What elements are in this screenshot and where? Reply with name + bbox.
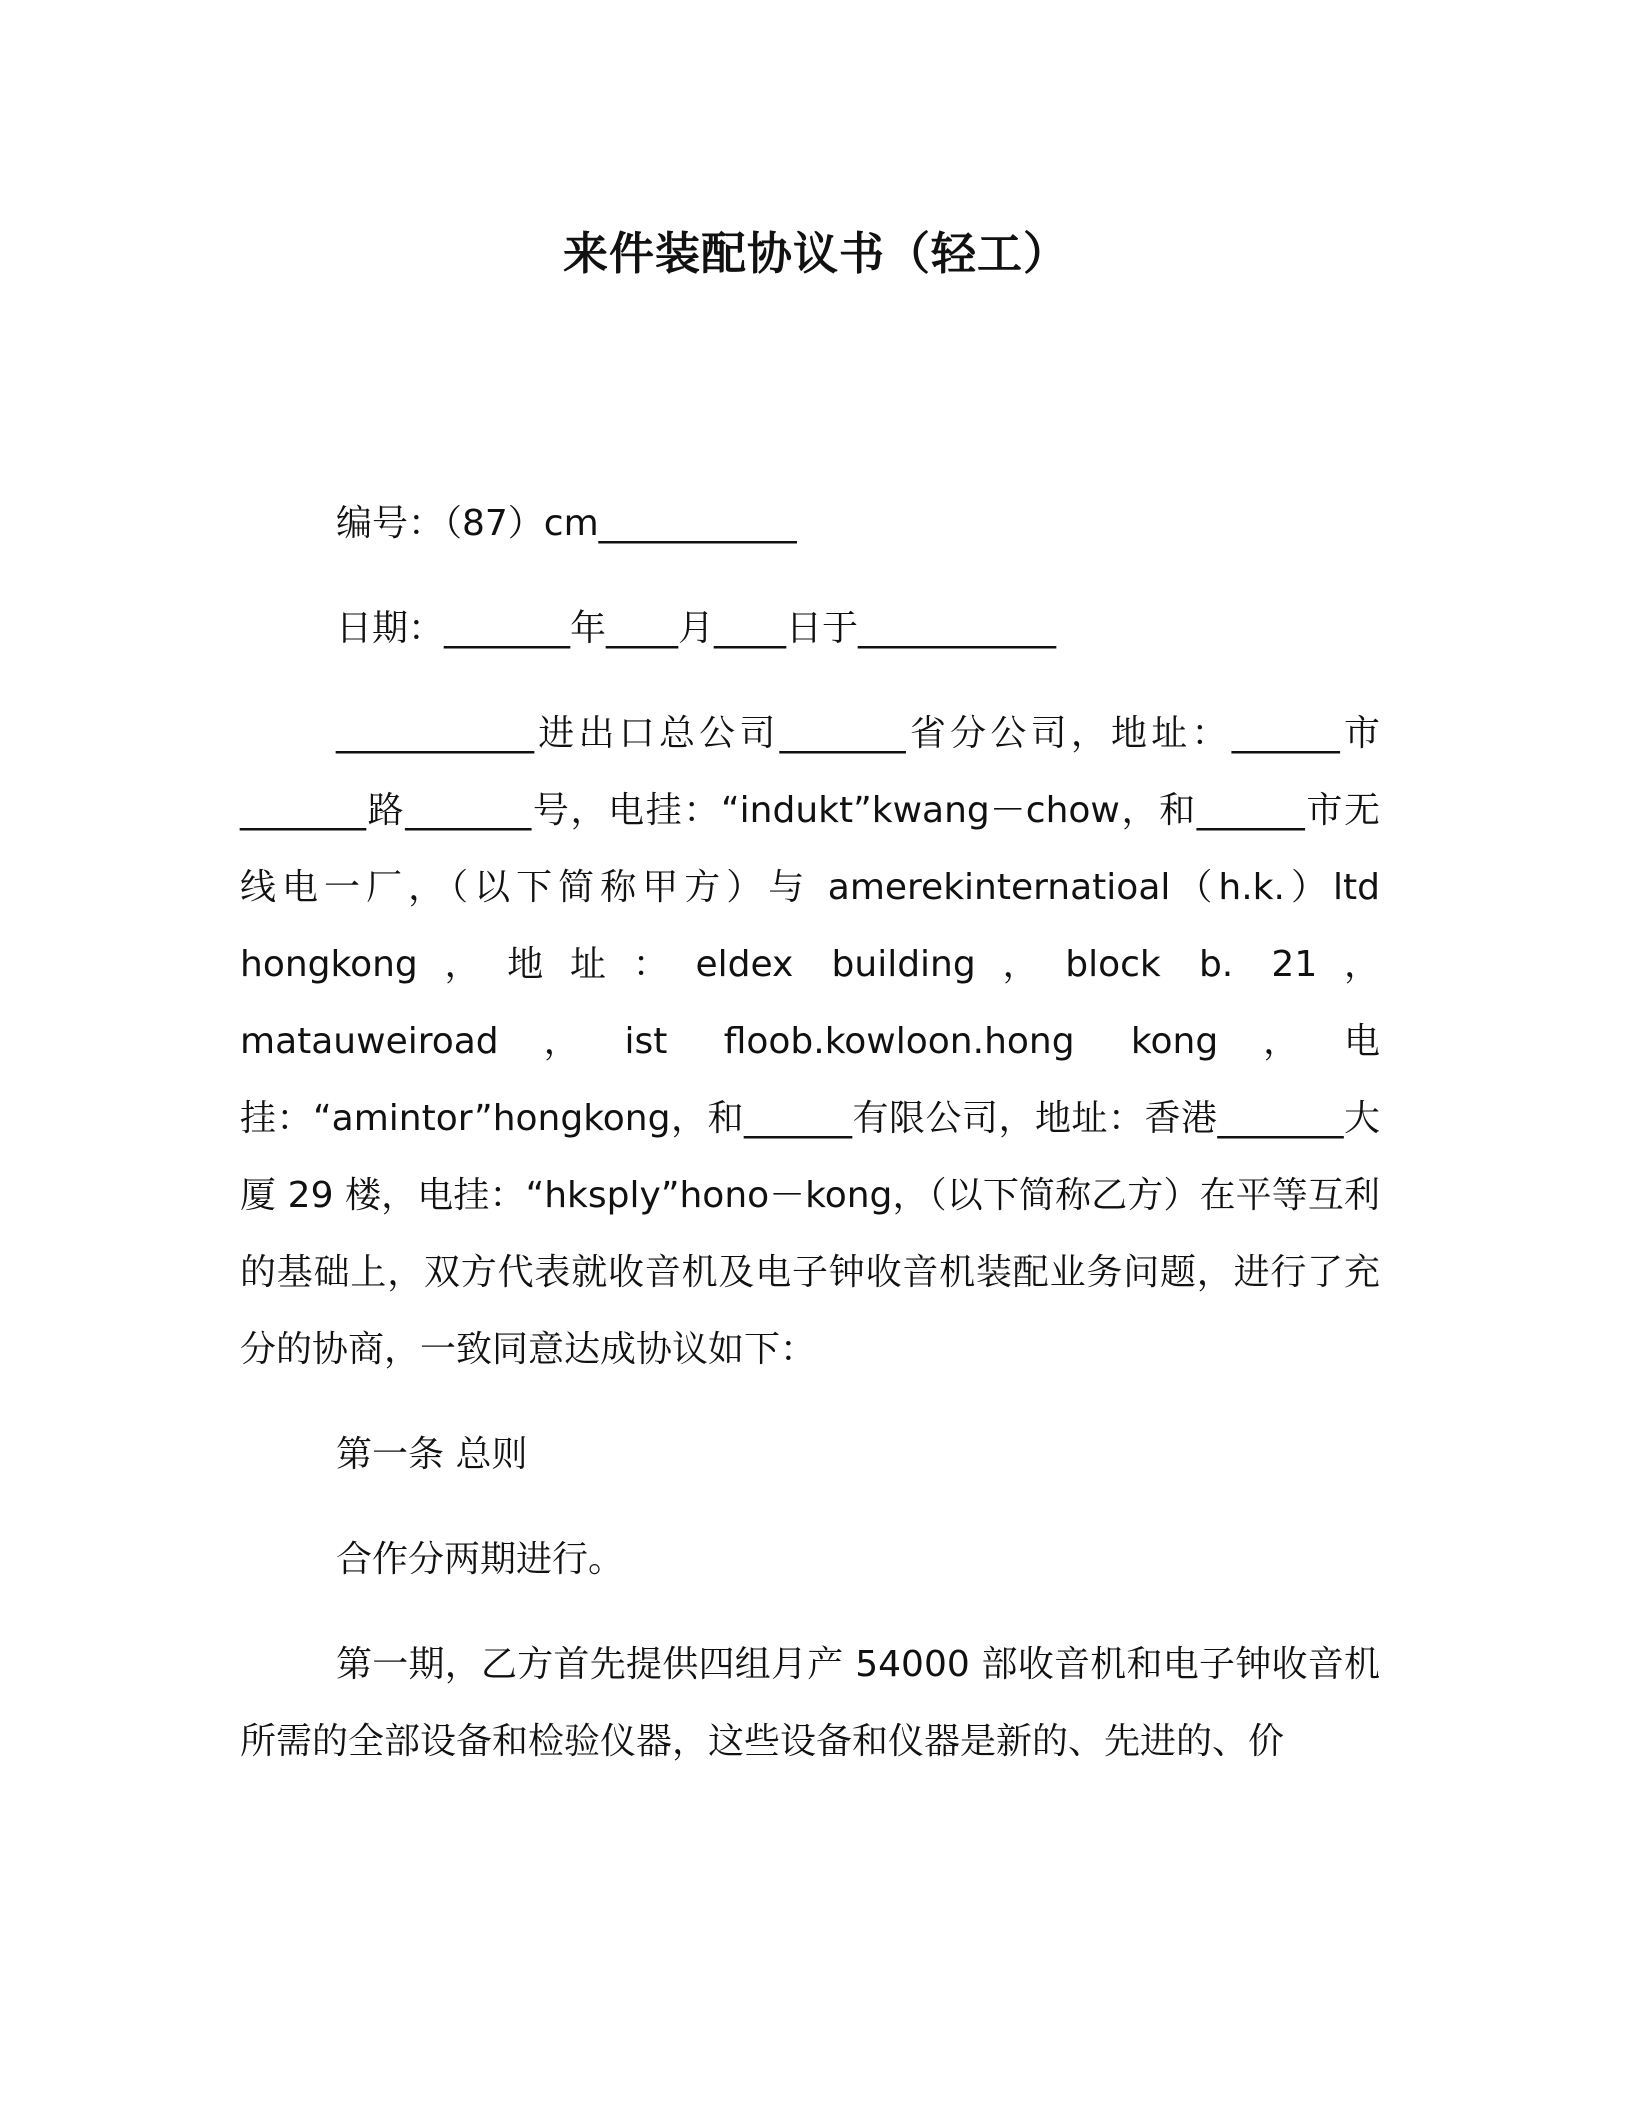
contract-number-line: 编号：（87）cm___________ bbox=[336, 503, 797, 544]
parties-paragraph: ___________进出口总公司_______省分公司，地址：______市_______路_______号，电挂：“indukt”kwang－chow，和______市无线电一厂，（以下简称甲方）与 amerekinternatioal（h.k.）ltd hongkong，地址：eldex building，block b. 21，matauweiroad，ist floob.kowloon.hong kong，电挂：“amintor”hongkong，和______有限公司，地址：香港_______大厦 29 楼，电挂：“hksply”hono－kong，（以下简称乙方）在平等互利的基础上，双方代表就收音机及电子钟收音机装配业务问题，进行了充分的协商，一致同意达成协议如下： bbox=[240, 713, 1380, 1370]
cooperation-phases-paragraph: 合作分两期进行。 bbox=[336, 1539, 625, 1580]
document-title: 来件装配协议书（轻工） bbox=[562, 227, 1069, 280]
phase-one-paragraph: 第一期，乙方首先提供四组月产 54000 部收音机和电子钟收音机所需的全部设备和检验仪器，这些设备和仪器是新的、先进的、价 bbox=[240, 1644, 1380, 1762]
contract-date-line: 日期：_______年____月____日于___________ bbox=[336, 608, 1057, 649]
document-body bbox=[240, 485, 1380, 1808]
article-one-heading: 第一条 总则 bbox=[336, 1434, 528, 1475]
